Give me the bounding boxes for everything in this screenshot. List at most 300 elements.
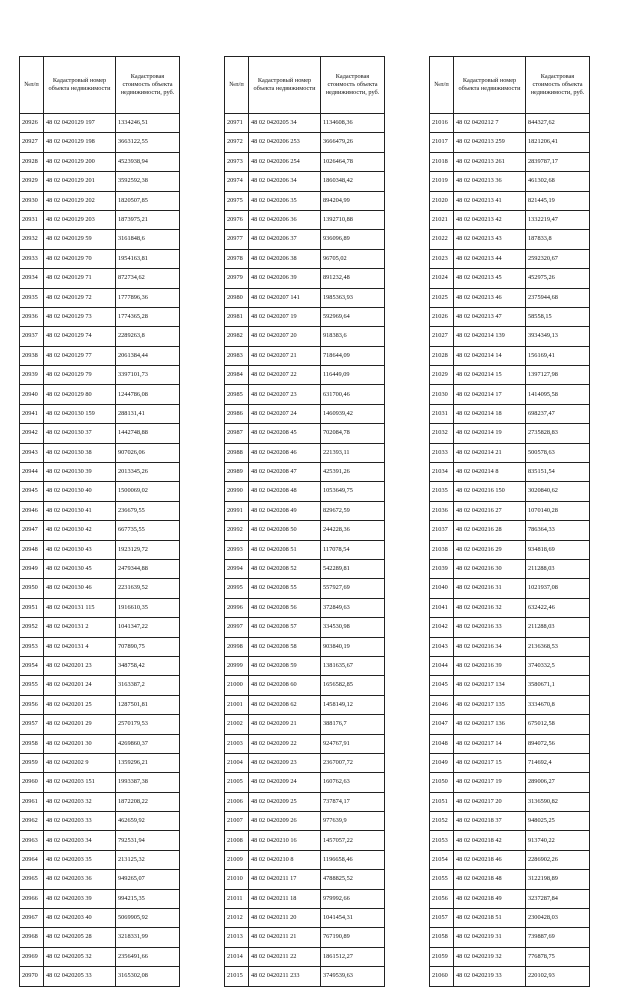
cadastral-value: 2839787,17: [526, 152, 590, 171]
row-number: 20977: [225, 230, 249, 249]
cadastral-value: 1196658,46: [321, 850, 385, 869]
table-row: [430, 967, 590, 986]
table-row: [20, 734, 180, 753]
header-num: №п/п: [20, 57, 44, 114]
table-row: [20, 463, 180, 482]
table-row: [20, 327, 180, 346]
table-row: [225, 385, 385, 404]
row-number: 21032: [430, 424, 454, 443]
row-number: 21019: [430, 172, 454, 191]
cadastral-value: 718644,09: [321, 346, 385, 365]
cadastral-value: 461302,68: [526, 172, 590, 191]
cadastral-number: 48 02 0420207 141: [249, 288, 321, 307]
table-row: [430, 210, 590, 229]
table-row: [430, 249, 590, 268]
cadastral-value: 3580671,1: [526, 676, 590, 695]
table-row: [430, 327, 590, 346]
cadastral-number: 48 02 0420210 8: [249, 850, 321, 869]
row-number: 21016: [430, 114, 454, 133]
row-number: 20935: [20, 288, 44, 307]
cadastral-number: 48 02 0420203 35: [44, 850, 116, 869]
table-row: [225, 482, 385, 501]
cadastral-number: 48 02 0420201 24: [44, 676, 116, 695]
cadastral-number: 48 02 0420130 41: [44, 501, 116, 520]
cadastral-value: 2356491,66: [116, 947, 180, 966]
cadastral-value: 918383,6: [321, 327, 385, 346]
cadastral-number: 48 02 0420216 33: [454, 618, 526, 637]
table-row: [20, 385, 180, 404]
cadastral-number: 48 02 0420203 32: [44, 792, 116, 811]
row-number: 20995: [225, 579, 249, 598]
row-number: 20988: [225, 443, 249, 462]
cadastral-number: 48 02 0420206 34: [249, 172, 321, 191]
header-cadastral: Кадастровый номер объекта недвижимости: [454, 57, 526, 114]
cadastral-value: 1359296,21: [116, 753, 180, 772]
cadastral-value: 675012,58: [526, 715, 590, 734]
cadastral-value: 425391,26: [321, 463, 385, 482]
cadastral-value: 792531,94: [116, 831, 180, 850]
row-number: 20941: [20, 404, 44, 423]
row-number: 20939: [20, 366, 44, 385]
cadastral-value: 1500069,02: [116, 482, 180, 501]
cadastral-number: 48 02 0420130 43: [44, 540, 116, 559]
row-number: 20962: [20, 812, 44, 831]
table-row: [430, 172, 590, 191]
table-row: [430, 307, 590, 326]
table-row: [430, 792, 590, 811]
cadastral-number: 48 02 0420203 151: [44, 773, 116, 792]
cadastral-number: 48 02 0420203 33: [44, 812, 116, 831]
row-number: 21009: [225, 850, 249, 869]
table-row: [430, 424, 590, 443]
row-number: 21036: [430, 501, 454, 520]
row-number: 20980: [225, 288, 249, 307]
row-number: 21006: [225, 792, 249, 811]
row-number: 20926: [20, 114, 44, 133]
row-number: 21059: [430, 947, 454, 966]
table-row: [430, 734, 590, 753]
cadastral-value: 2013345,26: [116, 463, 180, 482]
table-row: [225, 191, 385, 210]
table-row: [20, 909, 180, 928]
table-row: [20, 598, 180, 617]
cadastral-value: 244228,36: [321, 521, 385, 540]
cadastral-value: 872734,62: [116, 269, 180, 288]
row-number: 20976: [225, 210, 249, 229]
row-number: 20985: [225, 385, 249, 404]
cadastral-value: 4269860,37: [116, 734, 180, 753]
row-number: 21023: [430, 249, 454, 268]
table-row: [20, 870, 180, 889]
cadastral-number: 48 02 0420208 62: [249, 695, 321, 714]
row-number: 20997: [225, 618, 249, 637]
table-row: [20, 404, 180, 423]
cadastral-value: 3666479,26: [321, 133, 385, 152]
cadastral-number: 48 02 0420207 23: [249, 385, 321, 404]
cadastral-number: 48 02 0420209 21: [249, 715, 321, 734]
row-number: 21025: [430, 288, 454, 307]
cadastral-value: 1334246,51: [116, 114, 180, 133]
cadastral-number: 48 02 0420201 30: [44, 734, 116, 753]
table-row: [430, 346, 590, 365]
cadastral-value: 58558,15: [526, 307, 590, 326]
row-number: 21047: [430, 715, 454, 734]
cadastral-number: 48 02 0420206 35: [249, 191, 321, 210]
cadastral-value: 236679,55: [116, 501, 180, 520]
cadastral-value: 592969,64: [321, 307, 385, 326]
cadastral-number: 48 02 0420217 15: [454, 753, 526, 772]
cadastral-value: 2289263,8: [116, 327, 180, 346]
cadastral-number: 48 02 0420216 28: [454, 521, 526, 540]
cadastral-value: 702084,78: [321, 424, 385, 443]
table-row: [20, 889, 180, 908]
cadastral-number: 48 02 0420129 77: [44, 346, 116, 365]
cadastral-value: 829672,59: [321, 501, 385, 520]
cadastral-value: 936096,89: [321, 230, 385, 249]
table-row: [225, 172, 385, 191]
cadastral-value: 334530,98: [321, 618, 385, 637]
row-number: 20996: [225, 598, 249, 617]
table-row: [225, 404, 385, 423]
cadastral-value: 4788825,52: [321, 870, 385, 889]
row-number: 21052: [430, 812, 454, 831]
table-row: [20, 967, 180, 986]
table-row: [20, 152, 180, 171]
cadastral-value: 979992,66: [321, 889, 385, 908]
table-row: [225, 540, 385, 559]
cadastral-value: 1777896,36: [116, 288, 180, 307]
row-number: 20966: [20, 889, 44, 908]
table-row: [225, 870, 385, 889]
cadastral-value: 786364,33: [526, 521, 590, 540]
cadastral-number: 48 02 0420208 51: [249, 540, 321, 559]
cadastral-value: 924767,91: [321, 734, 385, 753]
table-row: [225, 947, 385, 966]
table-row: [20, 210, 180, 229]
cadastral-value: 3740332,5: [526, 656, 590, 675]
cadastral-number: 48 02 0420203 39: [44, 889, 116, 908]
cadastral-value: 894072,56: [526, 734, 590, 753]
row-number: 21050: [430, 773, 454, 792]
cadastral-number: 48 02 0420213 47: [454, 307, 526, 326]
row-number: 21024: [430, 269, 454, 288]
row-number: 20974: [225, 172, 249, 191]
cadastral-value: 388176,7: [321, 715, 385, 734]
cadastral-number: 48 02 0420213 44: [454, 249, 526, 268]
cadastral-value: 3934349,13: [526, 327, 590, 346]
row-number: 20931: [20, 210, 44, 229]
row-number: 20982: [225, 327, 249, 346]
row-number: 21012: [225, 909, 249, 928]
row-number: 21021: [430, 210, 454, 229]
row-number: 20954: [20, 656, 44, 675]
cadastral-number: 48 02 0420216 34: [454, 637, 526, 656]
table-row: [225, 114, 385, 133]
table-row: [225, 831, 385, 850]
table-row: [225, 967, 385, 986]
cadastral-number: 48 02 0420208 48: [249, 482, 321, 501]
row-number: 20940: [20, 385, 44, 404]
cadastral-value: 1392710,88: [321, 210, 385, 229]
cadastral-value: 211288,03: [526, 559, 590, 578]
cadastral-value: 903840,19: [321, 637, 385, 656]
table-row: [430, 656, 590, 675]
cadastral-number: 48 02 0420218 46: [454, 850, 526, 869]
cadastral-number: 48 02 0420203 34: [44, 831, 116, 850]
row-number: 21001: [225, 695, 249, 714]
row-number: 20983: [225, 346, 249, 365]
row-number: 20942: [20, 424, 44, 443]
row-number: 20978: [225, 249, 249, 268]
cadastral-number: 48 02 0420207 24: [249, 404, 321, 423]
row-number: 21018: [430, 152, 454, 171]
row-number: 21042: [430, 618, 454, 637]
cadastral-number: 48 02 0420208 57: [249, 618, 321, 637]
cadastral-value: 3136590,82: [526, 792, 590, 811]
cadastral-value: 3163387,2: [116, 676, 180, 695]
row-number: 20992: [225, 521, 249, 540]
cadastral-value: 3397101,73: [116, 366, 180, 385]
table-row: [430, 501, 590, 520]
row-number: 21031: [430, 404, 454, 423]
table-row: [20, 637, 180, 656]
table-row: [430, 579, 590, 598]
table-row: [20, 773, 180, 792]
cadastral-number: 48 02 0420214 21: [454, 443, 526, 462]
row-number: 20929: [20, 172, 44, 191]
cadastral-number: 48 02 0420216 31: [454, 579, 526, 598]
cadastral-number: 48 02 0420213 261: [454, 152, 526, 171]
cadastral-value: 5069905,92: [116, 909, 180, 928]
cadastral-value: 835151,54: [526, 463, 590, 482]
table-row: [225, 773, 385, 792]
cadastral-number: 48 02 0420211 18: [249, 889, 321, 908]
row-number: 21020: [430, 191, 454, 210]
table-row: [430, 133, 590, 152]
cadastral-number: 48 02 0420209 24: [249, 773, 321, 792]
cadastral-number: 48 02 0420205 28: [44, 928, 116, 947]
row-number: 21040: [430, 579, 454, 598]
table-row: [430, 366, 590, 385]
row-number: 21051: [430, 792, 454, 811]
row-number: 20972: [225, 133, 249, 152]
cadastral-value: 1985363,93: [321, 288, 385, 307]
header-cadastral: Кадастровый номер объекта недвижимости: [249, 57, 321, 114]
cadastral-number: 48 02 0420217 135: [454, 695, 526, 714]
table-row: [430, 152, 590, 171]
cadastral-number: 48 02 0420213 43: [454, 230, 526, 249]
cadastral-value: 211288,03: [526, 618, 590, 637]
cadastral-number: 48 02 0420207 19: [249, 307, 321, 326]
cadastral-number: 48 02 0420130 40: [44, 482, 116, 501]
row-number: 20998: [225, 637, 249, 656]
cadastral-number: 48 02 0420130 159: [44, 404, 116, 423]
cadastral-number: 48 02 0420208 56: [249, 598, 321, 617]
cadastral-value: 2061384,44: [116, 346, 180, 365]
table-row: [225, 249, 385, 268]
cadastral-number: 48 02 0420201 29: [44, 715, 116, 734]
cadastral-value: 221393,11: [321, 443, 385, 462]
table-row: [225, 753, 385, 772]
row-number: 20938: [20, 346, 44, 365]
cadastral-value: 737874,17: [321, 792, 385, 811]
row-number: 21058: [430, 928, 454, 947]
cadastral-value: 821445,19: [526, 191, 590, 210]
header-num: №п/п: [430, 57, 454, 114]
table-row: [430, 909, 590, 928]
cadastral-number: 48 02 0420216 39: [454, 656, 526, 675]
cadastral-number: 48 02 0420206 37: [249, 230, 321, 249]
cadastral-value: 776878,75: [526, 947, 590, 966]
cadastral-number: 48 02 0420213 42: [454, 210, 526, 229]
cadastral-number: 48 02 0420214 8: [454, 463, 526, 482]
row-number: 21043: [430, 637, 454, 656]
row-number: 20934: [20, 269, 44, 288]
table-row: [430, 928, 590, 947]
row-number: 20950: [20, 579, 44, 598]
row-number: 20943: [20, 443, 44, 462]
row-number: 21044: [430, 656, 454, 675]
row-number: 21013: [225, 928, 249, 947]
cadastral-value: 372849,63: [321, 598, 385, 617]
row-number: 21029: [430, 366, 454, 385]
cadastral-number: 48 02 0420210 16: [249, 831, 321, 850]
table-row: [430, 443, 590, 462]
cadastral-number: 48 02 0420129 201: [44, 172, 116, 191]
cadastral-value: 3749539,63: [321, 967, 385, 986]
row-number: 20936: [20, 307, 44, 326]
row-number: 20967: [20, 909, 44, 928]
cadastral-number: 48 02 0420216 29: [454, 540, 526, 559]
cadastral-number: 48 02 0420217 19: [454, 773, 526, 792]
cadastral-value: 1872208,22: [116, 792, 180, 811]
table-row: [430, 385, 590, 404]
cadastral-number: 48 02 0420129 71: [44, 269, 116, 288]
row-number: 21060: [430, 967, 454, 986]
cadastral-value: 1442748,88: [116, 424, 180, 443]
table-row: [225, 307, 385, 326]
cadastral-value: 977639,9: [321, 812, 385, 831]
row-number: 21015: [225, 967, 249, 986]
header-cadastral: Кадастровый номер объекта недвижимости: [44, 57, 116, 114]
cadastral-value: 3218331,99: [116, 928, 180, 947]
table-row: [20, 792, 180, 811]
cadastral-number: 48 02 0420209 26: [249, 812, 321, 831]
row-number: 20948: [20, 540, 44, 559]
cadastral-value: 2592320,67: [526, 249, 590, 268]
table-row: [225, 133, 385, 152]
row-number: 21030: [430, 385, 454, 404]
table-row: [225, 695, 385, 714]
cadastral-value: 1041347,22: [116, 618, 180, 637]
cadastral-number: 48 02 0420219 33: [454, 967, 526, 986]
row-number: 20953: [20, 637, 44, 656]
cadastral-value: 1923129,72: [116, 540, 180, 559]
table-row: [430, 637, 590, 656]
row-number: 21056: [430, 889, 454, 908]
row-number: 20994: [225, 559, 249, 578]
cadastral-number: 48 02 0420211 233: [249, 967, 321, 986]
table-row: [225, 579, 385, 598]
table-row: [20, 230, 180, 249]
cadastral-number: 48 02 0420205 34: [249, 114, 321, 133]
cadastral-number: 48 02 0420129 59: [44, 230, 116, 249]
cadastral-number: 48 02 0420208 52: [249, 559, 321, 578]
cadastral-value: 1134608,36: [321, 114, 385, 133]
cadastral-number: 48 02 0420218 42: [454, 831, 526, 850]
cadastral-number: 48 02 0420216 150: [454, 482, 526, 501]
table-row: [20, 443, 180, 462]
cadastral-number: 48 02 0420129 197: [44, 114, 116, 133]
cadastral-number: 48 02 0420201 25: [44, 695, 116, 714]
cadastral-value: 3334670,8: [526, 695, 590, 714]
cadastral-number: 48 02 0420207 22: [249, 366, 321, 385]
table-row: [430, 540, 590, 559]
cadastral-value: 116449,09: [321, 366, 385, 385]
table-row: [430, 559, 590, 578]
table-row: [430, 521, 590, 540]
cadastral-value: 187833,8: [526, 230, 590, 249]
table-row: [20, 346, 180, 365]
cadastral-value: 1457057,22: [321, 831, 385, 850]
cadastral-number: 48 02 0420213 46: [454, 288, 526, 307]
cadastral-number: 48 02 0420217 14: [454, 734, 526, 753]
cadastral-value: 1873975,21: [116, 210, 180, 229]
cadastral-value: 739887,69: [526, 928, 590, 947]
cadastral-value: 3165302,08: [116, 967, 180, 986]
cadastral-number: 48 02 0420201 23: [44, 656, 116, 675]
row-number: 21038: [430, 540, 454, 559]
cadastral-number: 48 02 0420206 38: [249, 249, 321, 268]
row-number: 20951: [20, 598, 44, 617]
table-row: [20, 812, 180, 831]
row-number: 21026: [430, 307, 454, 326]
cadastral-number: 48 02 0420129 198: [44, 133, 116, 152]
row-number: 20937: [20, 327, 44, 346]
row-number: 20961: [20, 792, 44, 811]
cadastral-value: 1820507,85: [116, 191, 180, 210]
row-number: 20965: [20, 870, 44, 889]
table-row: [225, 889, 385, 908]
cadastral-number: 48 02 0420208 60: [249, 676, 321, 695]
cadastral-value: 994215,35: [116, 889, 180, 908]
table-row: [20, 928, 180, 947]
row-number: 21004: [225, 753, 249, 772]
cadastral-value: 891232,48: [321, 269, 385, 288]
cadastral-value: 1993387,38: [116, 773, 180, 792]
table-row: [430, 695, 590, 714]
table-row: [225, 850, 385, 869]
table-row: [20, 947, 180, 966]
cadastral-value: 4523938,94: [116, 152, 180, 171]
table-row: [225, 559, 385, 578]
cadastral-value: 949265,07: [116, 870, 180, 889]
cadastral-value: 1414095,58: [526, 385, 590, 404]
table-row: [225, 443, 385, 462]
cadastral-number: 48 02 0420130 45: [44, 559, 116, 578]
table-row: [20, 269, 180, 288]
cadastral-number: 48 02 0420129 202: [44, 191, 116, 210]
table-row: [430, 676, 590, 695]
cadastral-number: 48 02 0420217 20: [454, 792, 526, 811]
table-row: [20, 579, 180, 598]
table-row: [430, 114, 590, 133]
row-number: 21011: [225, 889, 249, 908]
cadastral-number: 48 02 0420129 80: [44, 385, 116, 404]
cadastral-number: 48 02 0420129 79: [44, 366, 116, 385]
cadastral-value: 1070140,28: [526, 501, 590, 520]
table-row: [20, 288, 180, 307]
